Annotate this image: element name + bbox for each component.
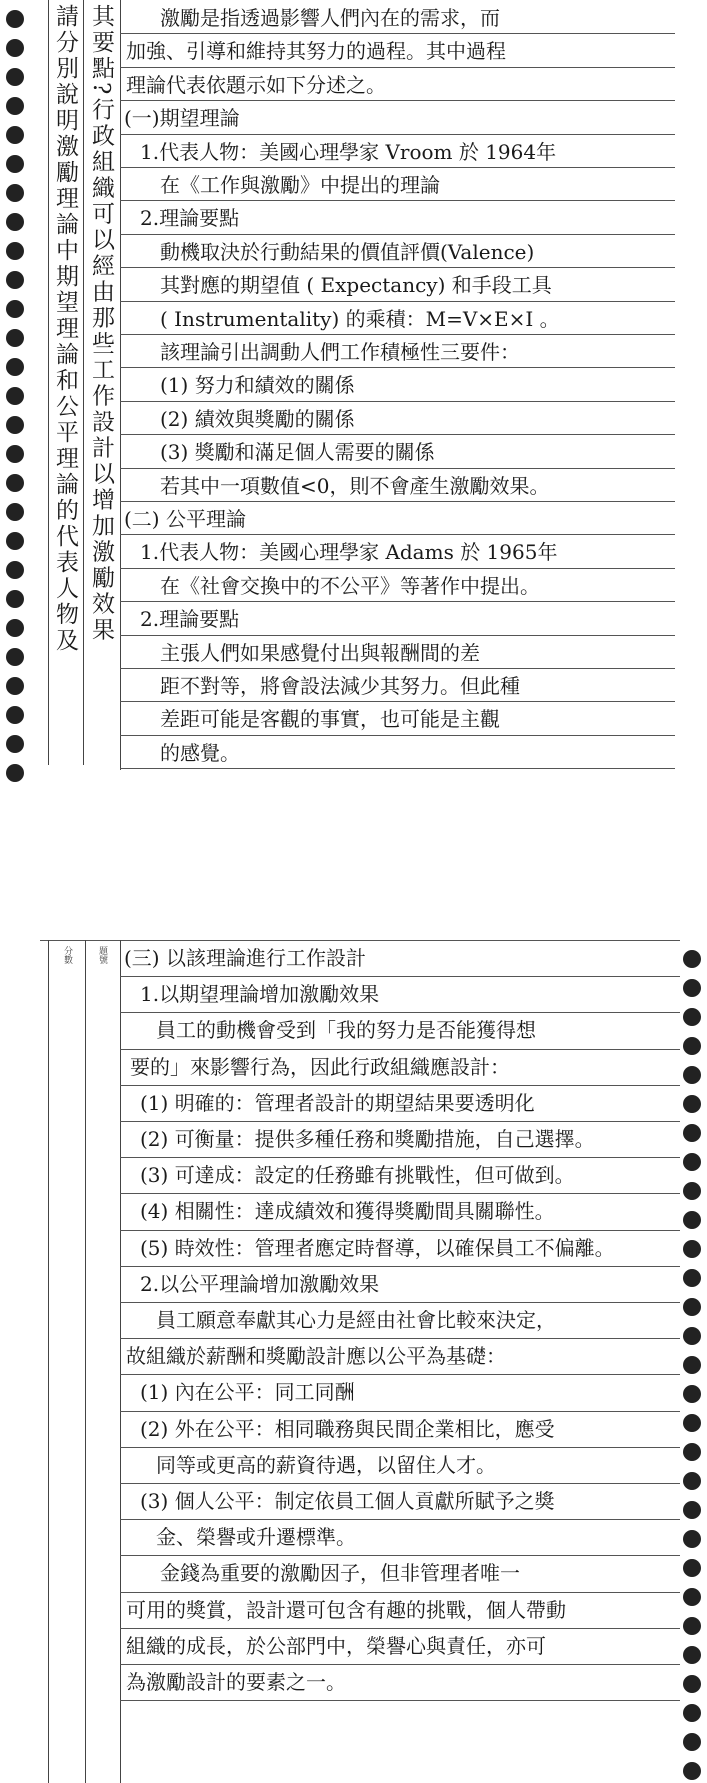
answer-line: 為激勵設計的要素之一。 (126, 1670, 346, 1694)
binder-hole (6, 329, 24, 347)
binder-hole (6, 735, 24, 753)
ruled-line (120, 1121, 680, 1122)
answer-line: 1.以期望理論增加激勵效果 (140, 982, 380, 1007)
binder-hole (683, 1530, 701, 1548)
ruled-line (120, 367, 675, 368)
ruled-line (120, 1302, 680, 1303)
answer-sheet-2 (0, 940, 707, 1783)
binder-hole (683, 1298, 701, 1316)
binder-hole (683, 1182, 701, 1200)
binder-hole (683, 1472, 701, 1490)
answer-line: 激勵是指透過影響人們內在的需求，而 (160, 6, 500, 30)
binder-hole (6, 532, 24, 550)
ruled-line (120, 1592, 680, 1593)
answer-area-1 (120, 0, 675, 860)
ruled-line (120, 635, 675, 636)
ruled-line (120, 1555, 680, 1556)
column-rule-mid (85, 940, 86, 1783)
answer-line: (3) 個人公平：制定依員工個人貢獻所賦予之獎 (140, 1489, 555, 1513)
answer-line: 在《社會交換中的不公平》等著作中提出。 (160, 573, 540, 598)
ruled-line (120, 568, 675, 569)
answer-sheet-1 (0, 0, 707, 860)
binder-hole (6, 300, 24, 318)
column-rule-left (48, 940, 49, 1783)
binder-hole (6, 677, 24, 695)
answer-line: 2.理論要點 (140, 206, 240, 231)
answer-line: (1) 明確的：管理者設計的期望結果要透明化 (140, 1090, 535, 1115)
ruled-line (120, 701, 675, 702)
answer-line: 其對應的期望值 ( Expectancy) 和手段工具 (160, 273, 552, 298)
answer-line: 的感覺。 (160, 740, 240, 765)
ruled-line (120, 1157, 680, 1158)
binder-hole (6, 358, 24, 376)
binder-hole (683, 1356, 701, 1374)
ruled-line (120, 267, 675, 268)
answer-line: 可用的獎賞，設計還可包含有趣的挑戰，個人帶動 (126, 1597, 566, 1622)
binder-hole (6, 155, 24, 173)
answer-line: 金錢為重要的激勵因子，但非管理者唯一 (160, 1561, 520, 1586)
ruled-line (120, 334, 675, 335)
answer-line: 距不對等，將會設法減少其努力。但此種 (160, 674, 520, 698)
answer-line: (二) 公平理論 (124, 507, 246, 531)
ruled-line (120, 601, 675, 602)
binder-hole (683, 1240, 701, 1258)
ruled-line (120, 1266, 680, 1267)
answer-area-2 (120, 940, 680, 1783)
ruled-line (120, 1012, 680, 1013)
answer-line: (4) 相關性：達成績效和獲得獎勵間具關聯性。 (140, 1199, 555, 1224)
binder-hole (6, 242, 24, 260)
ruled-line (120, 401, 675, 402)
binder-hole (6, 561, 24, 579)
binder-hole (683, 1617, 701, 1635)
column-rule-left (48, 0, 49, 765)
ruled-line (120, 668, 675, 669)
binder-hole (683, 1124, 701, 1142)
binder-hole (683, 1588, 701, 1606)
ruled-line (120, 33, 675, 34)
ruled-line (120, 735, 675, 736)
binder-hole (6, 126, 24, 144)
ruled-line (120, 976, 680, 977)
answer-line: ( Instrumentality) 的乘積：M=V×E×I 。 (160, 306, 560, 331)
ruled-line (120, 301, 675, 302)
answer-line: (2) 外在公平：相同職務與民間企業相比，應受 (140, 1416, 555, 1441)
question-column-2: 其要點?行政組織可以經由那些工作設計以增加激勵效果 (88, 4, 114, 644)
binder-hole (683, 1066, 701, 1084)
answer-line: 1.代表人物：美國心理學家 Adams 於 1965年 (140, 540, 558, 565)
answer-line: (3) 可達成：設定的任務雖有挑戰性，但可做到。 (140, 1163, 575, 1188)
ruled-line (120, 1230, 680, 1231)
ruled-line (120, 1411, 680, 1412)
answer-line: (1) 內在公平：同工同酬 (140, 1380, 355, 1405)
answer-line: 組織的成長，於公部門中，榮譽心與責任，亦可 (126, 1633, 546, 1658)
binder-hole (683, 1008, 701, 1026)
binder-hole (683, 1037, 701, 1055)
binder-hole (683, 1646, 701, 1664)
ruled-line (120, 1483, 680, 1484)
answer-line: (2) 可衡量：提供多種任務和獎勵措施，自己選擇。 (140, 1127, 595, 1151)
answer-line: (三) 以該理論進行工作設計 (124, 946, 366, 970)
ruled-line (120, 468, 675, 469)
binder-hole (6, 619, 24, 637)
answer-line: 要的」來影響行為，因此行政組織應設計： (130, 1054, 510, 1079)
ruled-line (120, 1085, 680, 1086)
answer-line: 2.以公平理論增加激勵效果 (140, 1271, 380, 1296)
binder-hole (6, 184, 24, 202)
answer-line: 主張人們如果感覺付出與報酬間的差 (160, 640, 480, 665)
binder-hole (683, 1414, 701, 1432)
ruled-line (120, 1664, 680, 1665)
ruled-line (120, 501, 675, 502)
number-header: 題號 (97, 946, 107, 964)
binder-hole (683, 1095, 701, 1113)
binder-hole (683, 1733, 701, 1751)
answer-line: (一)期望理論 (124, 106, 240, 131)
binder-hole (6, 213, 24, 231)
binder-hole (6, 68, 24, 86)
question-column-1: 請分別說明激勵理論中期望理論和公平理論的代表人物及 (52, 4, 78, 654)
ruled-line (120, 100, 675, 101)
binder-hole (6, 474, 24, 492)
binder-hole (6, 706, 24, 724)
ruled-line (120, 1374, 680, 1375)
binder-hole (683, 1153, 701, 1171)
answer-line: (3) 獎勵和滿足個人需要的關係 (160, 440, 435, 465)
ruled-line (120, 200, 675, 201)
ruled-line (120, 434, 675, 435)
answer-line: (2) 績效與獎勵的關係 (160, 406, 355, 431)
ruled-line (120, 234, 675, 235)
binder-hole (6, 445, 24, 463)
ruled-line (120, 1193, 680, 1194)
ruled-line (120, 167, 675, 168)
binder-hole (683, 1269, 701, 1287)
binder-hole (6, 39, 24, 57)
answer-line: 該理論引出調動人們工作積極性三要件： (160, 340, 520, 364)
binder-hole (6, 10, 24, 28)
ruled-line (120, 1447, 680, 1448)
answer-line: 員工的動機會受到「我的努力是否能獲得想 (156, 1018, 536, 1043)
answer-line: 同等或更高的薪資待遇，以留住人才。 (156, 1452, 496, 1477)
binder-hole (6, 97, 24, 115)
binder-hole (683, 1385, 701, 1403)
ruled-line (120, 1700, 680, 1701)
ruled-line (120, 768, 675, 769)
ruled-line (120, 1338, 680, 1339)
answer-line: 理論代表依題示如下分述之。 (126, 72, 386, 97)
answer-line: 2.理論要點 (140, 607, 240, 632)
answer-line: 動機取決於行動結果的價值評價(Valence) (160, 239, 535, 264)
binder-hole (683, 1501, 701, 1519)
ruled-line (120, 1628, 680, 1629)
answer-line: 員工願意奉獻其心力是經由社會比較來決定， (156, 1308, 556, 1332)
binder-hole (6, 416, 24, 434)
binder-hole (683, 1704, 701, 1722)
binder-hole (683, 1211, 701, 1229)
answer-line: 金、榮譽或升遷標準。 (156, 1525, 356, 1550)
answer-line: 1.代表人物：美國心理學家 Vroom 於 1964年 (140, 139, 557, 164)
answer-line: (5) 時效性：管理者應定時督導，以確保員工不偏離。 (140, 1235, 615, 1260)
binder-hole (683, 979, 701, 997)
binder-hole (6, 648, 24, 666)
score-header: 分數 (62, 946, 72, 964)
answer-line: 在《工作與激勵》中提出的理論 (160, 173, 440, 197)
binder-hole (683, 950, 701, 968)
binder-hole (6, 503, 24, 521)
answer-line: 差距可能是客觀的事實，也可能是主觀 (160, 707, 500, 732)
column-rule-mid (83, 0, 84, 765)
ruled-line (120, 1049, 680, 1050)
binder-hole (683, 1327, 701, 1345)
binder-hole (6, 387, 24, 405)
answer-line: 若其中一項數值<0，則不會產生激勵效果。 (160, 473, 550, 498)
binder-hole (683, 1762, 701, 1780)
binder-hole (6, 590, 24, 608)
binder-hole (683, 1559, 701, 1577)
answer-line: 加強、引導和維持其努力的過程。其中過程 (126, 39, 506, 64)
ruled-line (120, 67, 675, 68)
ruled-line (120, 1519, 680, 1520)
binder-hole (683, 1675, 701, 1693)
answer-line: (1) 努力和績效的關係 (160, 373, 355, 398)
ruled-line (120, 534, 675, 535)
binder-hole (6, 271, 24, 289)
binder-hole (683, 1443, 701, 1461)
binder-hole (6, 764, 24, 782)
answer-line: 故組織於薪酬和獎勵設計應以公平為基礎： (126, 1344, 506, 1369)
ruled-line (120, 134, 675, 135)
